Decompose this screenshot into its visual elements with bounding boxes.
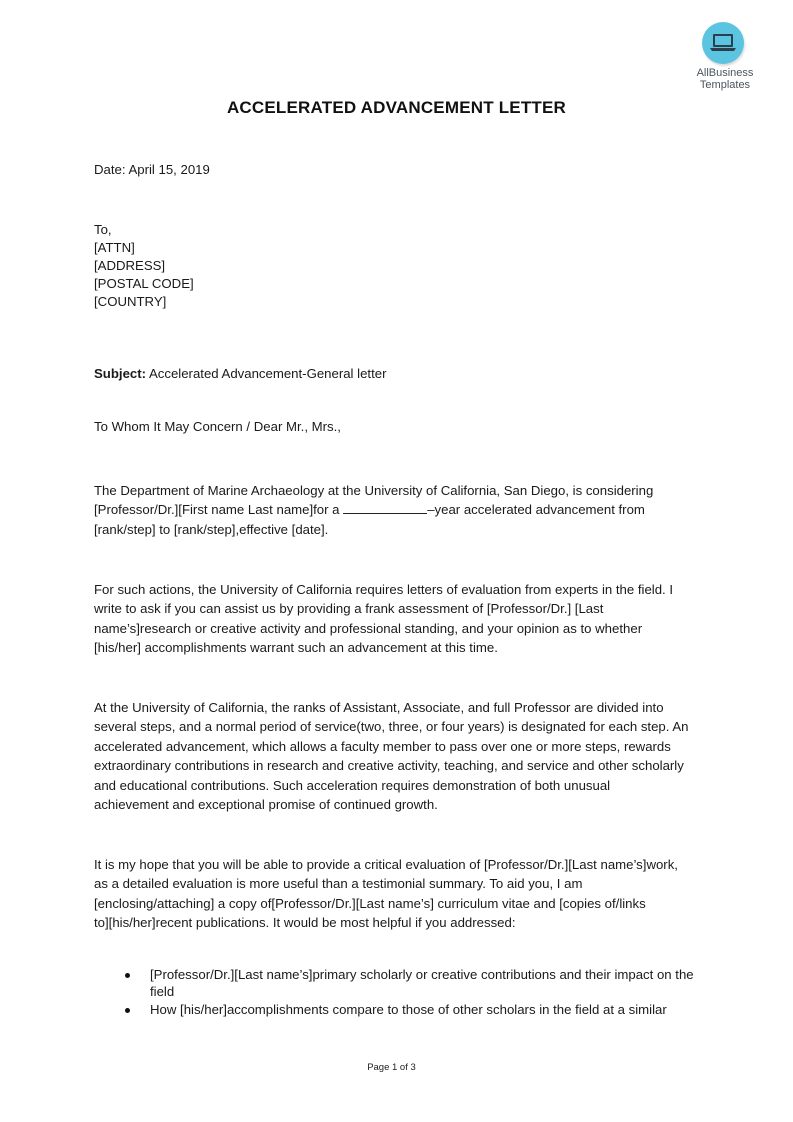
- paragraph-4-line: It is my hope that you will be able to provide a critical evaluation of [Professor/Dr.][Last name’s]work,: [94, 857, 678, 872]
- address-to: To,: [94, 222, 112, 237]
- paragraph-2-line: [his/her] accomplishments warrant such an advancement at this time.: [94, 640, 498, 656]
- blank-years-field: [343, 501, 427, 514]
- subject-text: Accelerated Advancement-General letter: [146, 366, 387, 381]
- subject-line: [94, 364, 386, 384]
- list-item: [120, 967, 700, 1000]
- paragraph-3-line: several steps, and a normal period of service(two, three, or four years) is designated for each step. An: [94, 719, 689, 735]
- laptop-icon: [702, 22, 744, 64]
- paragraph-1-line-2: [94, 500, 704, 519]
- paragraph-1-line-2-before: [Professor/Dr.][First name Last name]for a: [94, 502, 344, 518]
- document-title: ACCELERATED ADVANCEMENT LETTER: [226, 98, 567, 117]
- logo-text: [690, 67, 760, 91]
- paragraph-3-line: accelerated advancement, which allows a faculty member to pass over one or more steps, rewards: [94, 738, 671, 754]
- bullet-icon: [125, 973, 130, 978]
- bullet-icon: [125, 1008, 130, 1013]
- address-street: [ADDRESS]: [94, 258, 166, 273]
- list-item-text: How [his/her]accomplishments compare to those of other scholars in the field at a similar: [150, 1002, 667, 1017]
- address-country: [COUNTRY]: [94, 294, 167, 309]
- logo-text-line1: AllBusiness: [696, 67, 754, 79]
- paragraph-4-line: as a detailed evaluation is more useful than a testimonial summary. To aid you, I am: [94, 876, 583, 892]
- paragraph-3-line: achievement and exceptional promise of continued growth.: [94, 797, 438, 813]
- logo: [690, 22, 760, 94]
- list-item-text: [Professor/Dr.][Last name’s]primary scholarly or creative contributions and their impact on the field: [150, 967, 694, 999]
- address-postal-code: [POSTAL CODE]: [94, 276, 194, 291]
- paragraph-3-line: and educational contributions. Such acceleration requires demonstration of both unusual: [94, 777, 611, 793]
- paragraph-4-line: [enclosing/attaching] a copy of[Professor/Dr.][Last name’s] curriculum vitae and [copies of/links: [94, 895, 646, 911]
- paragraph-3-line: extraordinary contributions in research and creative activity, teaching, and service and other scholarly: [94, 758, 684, 774]
- paragraph-3: [94, 698, 704, 814]
- paragraph-2-line: name’s]research or creative activity and professional standing, and your opinion as to whether: [94, 620, 643, 636]
- paragraph-4: [94, 855, 704, 933]
- paragraph-3-line: At the University of California, the ranks of Assistant, Associate, and full Professor are divided into: [94, 700, 664, 715]
- letter-date: Date: April 15, 2019: [94, 162, 210, 177]
- address-attn: [ATTN]: [94, 240, 135, 255]
- subject-label: Subject:: [94, 366, 147, 381]
- bullet-list: [120, 967, 700, 1021]
- salutation: To Whom It May Concern / Dear Mr., Mrs.,: [94, 419, 341, 434]
- paragraph-1: [94, 481, 704, 539]
- paragraph-4-line: to][his/her]recent publications. It would be most helpful if you addressed:: [94, 915, 516, 931]
- paragraph-2-line: For such actions, the University of California requires letters of evaluation from experts in the field. I: [94, 582, 674, 597]
- paragraph-2: [94, 580, 704, 658]
- paragraph-2-line: write to ask if you can assist us by providing a frank assessment of [Professor/Dr.] [Last: [94, 601, 604, 617]
- paragraph-1-line-2-after: –year accelerated advancement from: [427, 502, 645, 518]
- logo-text-line2: Templates: [699, 79, 751, 91]
- list-item: [120, 1002, 700, 1019]
- page-number: Page 1 of 3: [367, 1062, 416, 1073]
- paragraph-1-line-3: [rank/step] to [rank/step],effective [date].: [94, 521, 329, 537]
- paragraph-1-line-1: The Department of Marine Archaeology at the University of California, San Diego, is considering: [94, 483, 654, 498]
